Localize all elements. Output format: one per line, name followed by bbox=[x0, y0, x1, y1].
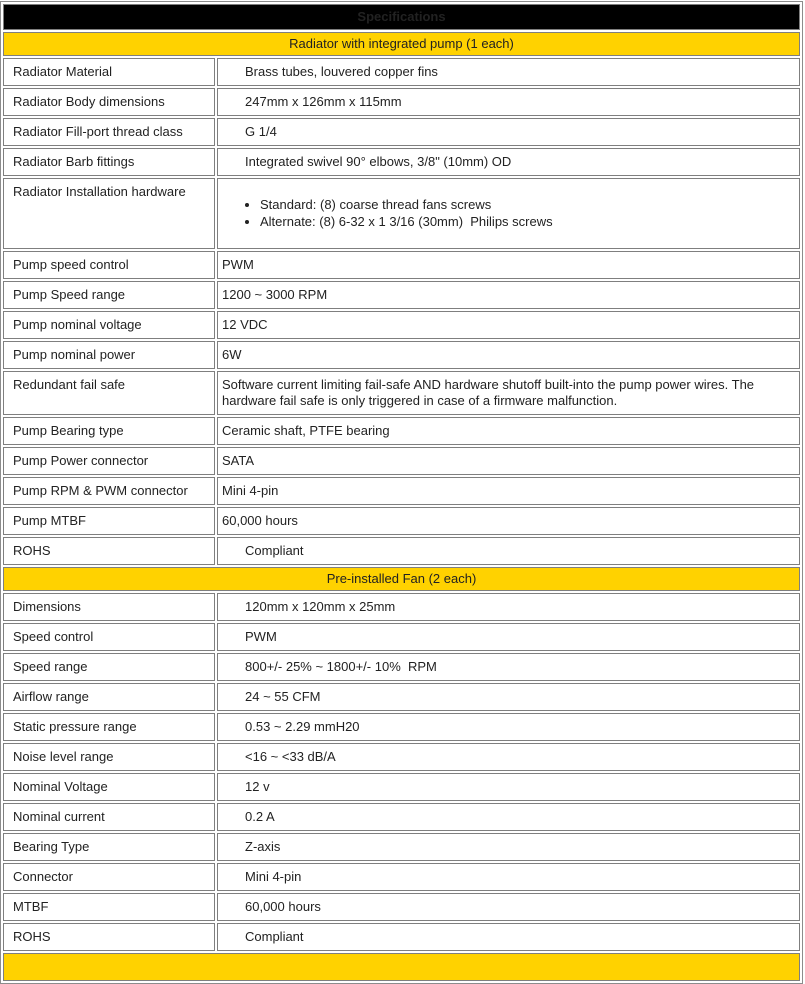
spec-label: MTBF bbox=[3, 893, 215, 921]
spec-row bbox=[3, 178, 800, 249]
spec-row bbox=[3, 773, 800, 801]
spec-value: 60,000 hours bbox=[217, 507, 800, 535]
spec-value: Mini 4-pin bbox=[217, 863, 800, 891]
spec-label: Pump nominal power bbox=[3, 341, 215, 369]
spec-label: Speed range bbox=[3, 653, 215, 681]
spec-value: 120mm x 120mm x 25mm bbox=[217, 593, 800, 621]
spec-label: Noise level range bbox=[3, 743, 215, 771]
spec-value: Brass tubes, louvered copper fins bbox=[217, 58, 800, 86]
section-header bbox=[3, 953, 800, 981]
spec-value: 12 VDC bbox=[217, 311, 800, 339]
spec-row bbox=[3, 477, 800, 505]
spec-row bbox=[3, 311, 800, 339]
spec-value: Software current limiting fail-safe AND hardware shutoff built-into the pump power wires. The hardware fail safe is only triggered in case of a firmware malfunction. bbox=[217, 371, 800, 415]
spec-row bbox=[3, 623, 800, 651]
spec-label: Nominal Voltage bbox=[3, 773, 215, 801]
section-header-row bbox=[3, 32, 800, 56]
spec-value: <16 ~ <33 dB/A bbox=[217, 743, 800, 771]
spec-row bbox=[3, 537, 800, 565]
spec-value: Z-axis bbox=[217, 833, 800, 861]
bullet-item: • Alternate: (8) 6-32 x 1 3/16 (30mm) Philips screws bbox=[260, 214, 793, 230]
spec-label: ROHS bbox=[3, 923, 215, 951]
spec-value: 6W bbox=[217, 341, 800, 369]
spec-label: Radiator Barb fittings bbox=[3, 148, 215, 176]
spec-row bbox=[3, 251, 800, 279]
spec-label: Pump RPM & PWM connector bbox=[3, 477, 215, 505]
spec-value: Compliant bbox=[217, 537, 800, 565]
spec-value: 800+/- 25% ~ 1800+/- 10% RPM bbox=[217, 653, 800, 681]
spec-value: Ceramic shaft, PTFE bearing bbox=[217, 417, 800, 445]
spec-label: Radiator Body dimensions bbox=[3, 88, 215, 116]
spec-value: 0.2 A bbox=[217, 803, 800, 831]
bullet-list bbox=[222, 197, 793, 230]
spec-label: Radiator Fill-port thread class bbox=[3, 118, 215, 146]
section-header: Pre-installed Fan (2 each) bbox=[3, 567, 800, 591]
spec-value: 0.53 ~ 2.29 mmH20 bbox=[217, 713, 800, 741]
spec-label: Pump nominal voltage bbox=[3, 311, 215, 339]
section-header-row bbox=[3, 953, 800, 981]
spec-row bbox=[3, 58, 800, 86]
spec-label: Bearing Type bbox=[3, 833, 215, 861]
spec-label: Pump Power connector bbox=[3, 447, 215, 475]
spec-row bbox=[3, 118, 800, 146]
spec-row bbox=[3, 653, 800, 681]
spec-value bbox=[217, 178, 800, 249]
spec-label: Radiator Installation hardware bbox=[3, 178, 215, 249]
spec-row bbox=[3, 371, 800, 415]
spec-row bbox=[3, 743, 800, 771]
spec-row bbox=[3, 923, 800, 951]
table-title-row bbox=[3, 4, 800, 30]
section-header: Radiator with integrated pump (1 each) bbox=[3, 32, 800, 56]
spec-row bbox=[3, 833, 800, 861]
spec-label: Pump Speed range bbox=[3, 281, 215, 309]
spec-row bbox=[3, 803, 800, 831]
spec-value: Compliant bbox=[217, 923, 800, 951]
spec-row bbox=[3, 593, 800, 621]
spec-value: 1200 ~ 3000 RPM bbox=[217, 281, 800, 309]
spec-label: Pump speed control bbox=[3, 251, 215, 279]
spec-row bbox=[3, 281, 800, 309]
spec-label: Speed control bbox=[3, 623, 215, 651]
spec-row bbox=[3, 683, 800, 711]
spec-label: Redundant fail safe bbox=[3, 371, 215, 415]
section-header-row bbox=[3, 567, 800, 591]
spec-value: Integrated swivel 90° elbows, 3/8" (10mm) OD bbox=[217, 148, 800, 176]
spec-value: 24 ~ 55 CFM bbox=[217, 683, 800, 711]
spec-row bbox=[3, 341, 800, 369]
spec-label: Connector bbox=[3, 863, 215, 891]
spec-row bbox=[3, 417, 800, 445]
specifications-page bbox=[0, 1, 805, 944]
bullet-item: • Standard: (8) coarse thread fans screws bbox=[260, 197, 793, 213]
spec-value: PWM bbox=[217, 623, 800, 651]
spec-value: SATA bbox=[217, 447, 800, 475]
spec-value: 12 v bbox=[217, 773, 800, 801]
spec-value: 247mm x 126mm x 115mm bbox=[217, 88, 800, 116]
table-title: Specifications bbox=[3, 4, 800, 30]
spec-value: Mini 4-pin bbox=[217, 477, 800, 505]
spec-label: ROHS bbox=[3, 537, 215, 565]
specifications-table bbox=[0, 1, 803, 984]
spec-row bbox=[3, 88, 800, 116]
spec-label: Pump Bearing type bbox=[3, 417, 215, 445]
spec-row bbox=[3, 148, 800, 176]
spec-row bbox=[3, 507, 800, 535]
spec-label: Radiator Material bbox=[3, 58, 215, 86]
spec-value: G 1/4 bbox=[217, 118, 800, 146]
spec-label: Airflow range bbox=[3, 683, 215, 711]
spec-row bbox=[3, 713, 800, 741]
spec-value: PWM bbox=[217, 251, 800, 279]
spec-value: 60,000 hours bbox=[217, 893, 800, 921]
spec-label: Nominal current bbox=[3, 803, 215, 831]
spec-label: Pump MTBF bbox=[3, 507, 215, 535]
spec-row bbox=[3, 863, 800, 891]
spec-row bbox=[3, 893, 800, 921]
spec-label: Dimensions bbox=[3, 593, 215, 621]
spec-row bbox=[3, 447, 800, 475]
spec-label: Static pressure range bbox=[3, 713, 215, 741]
